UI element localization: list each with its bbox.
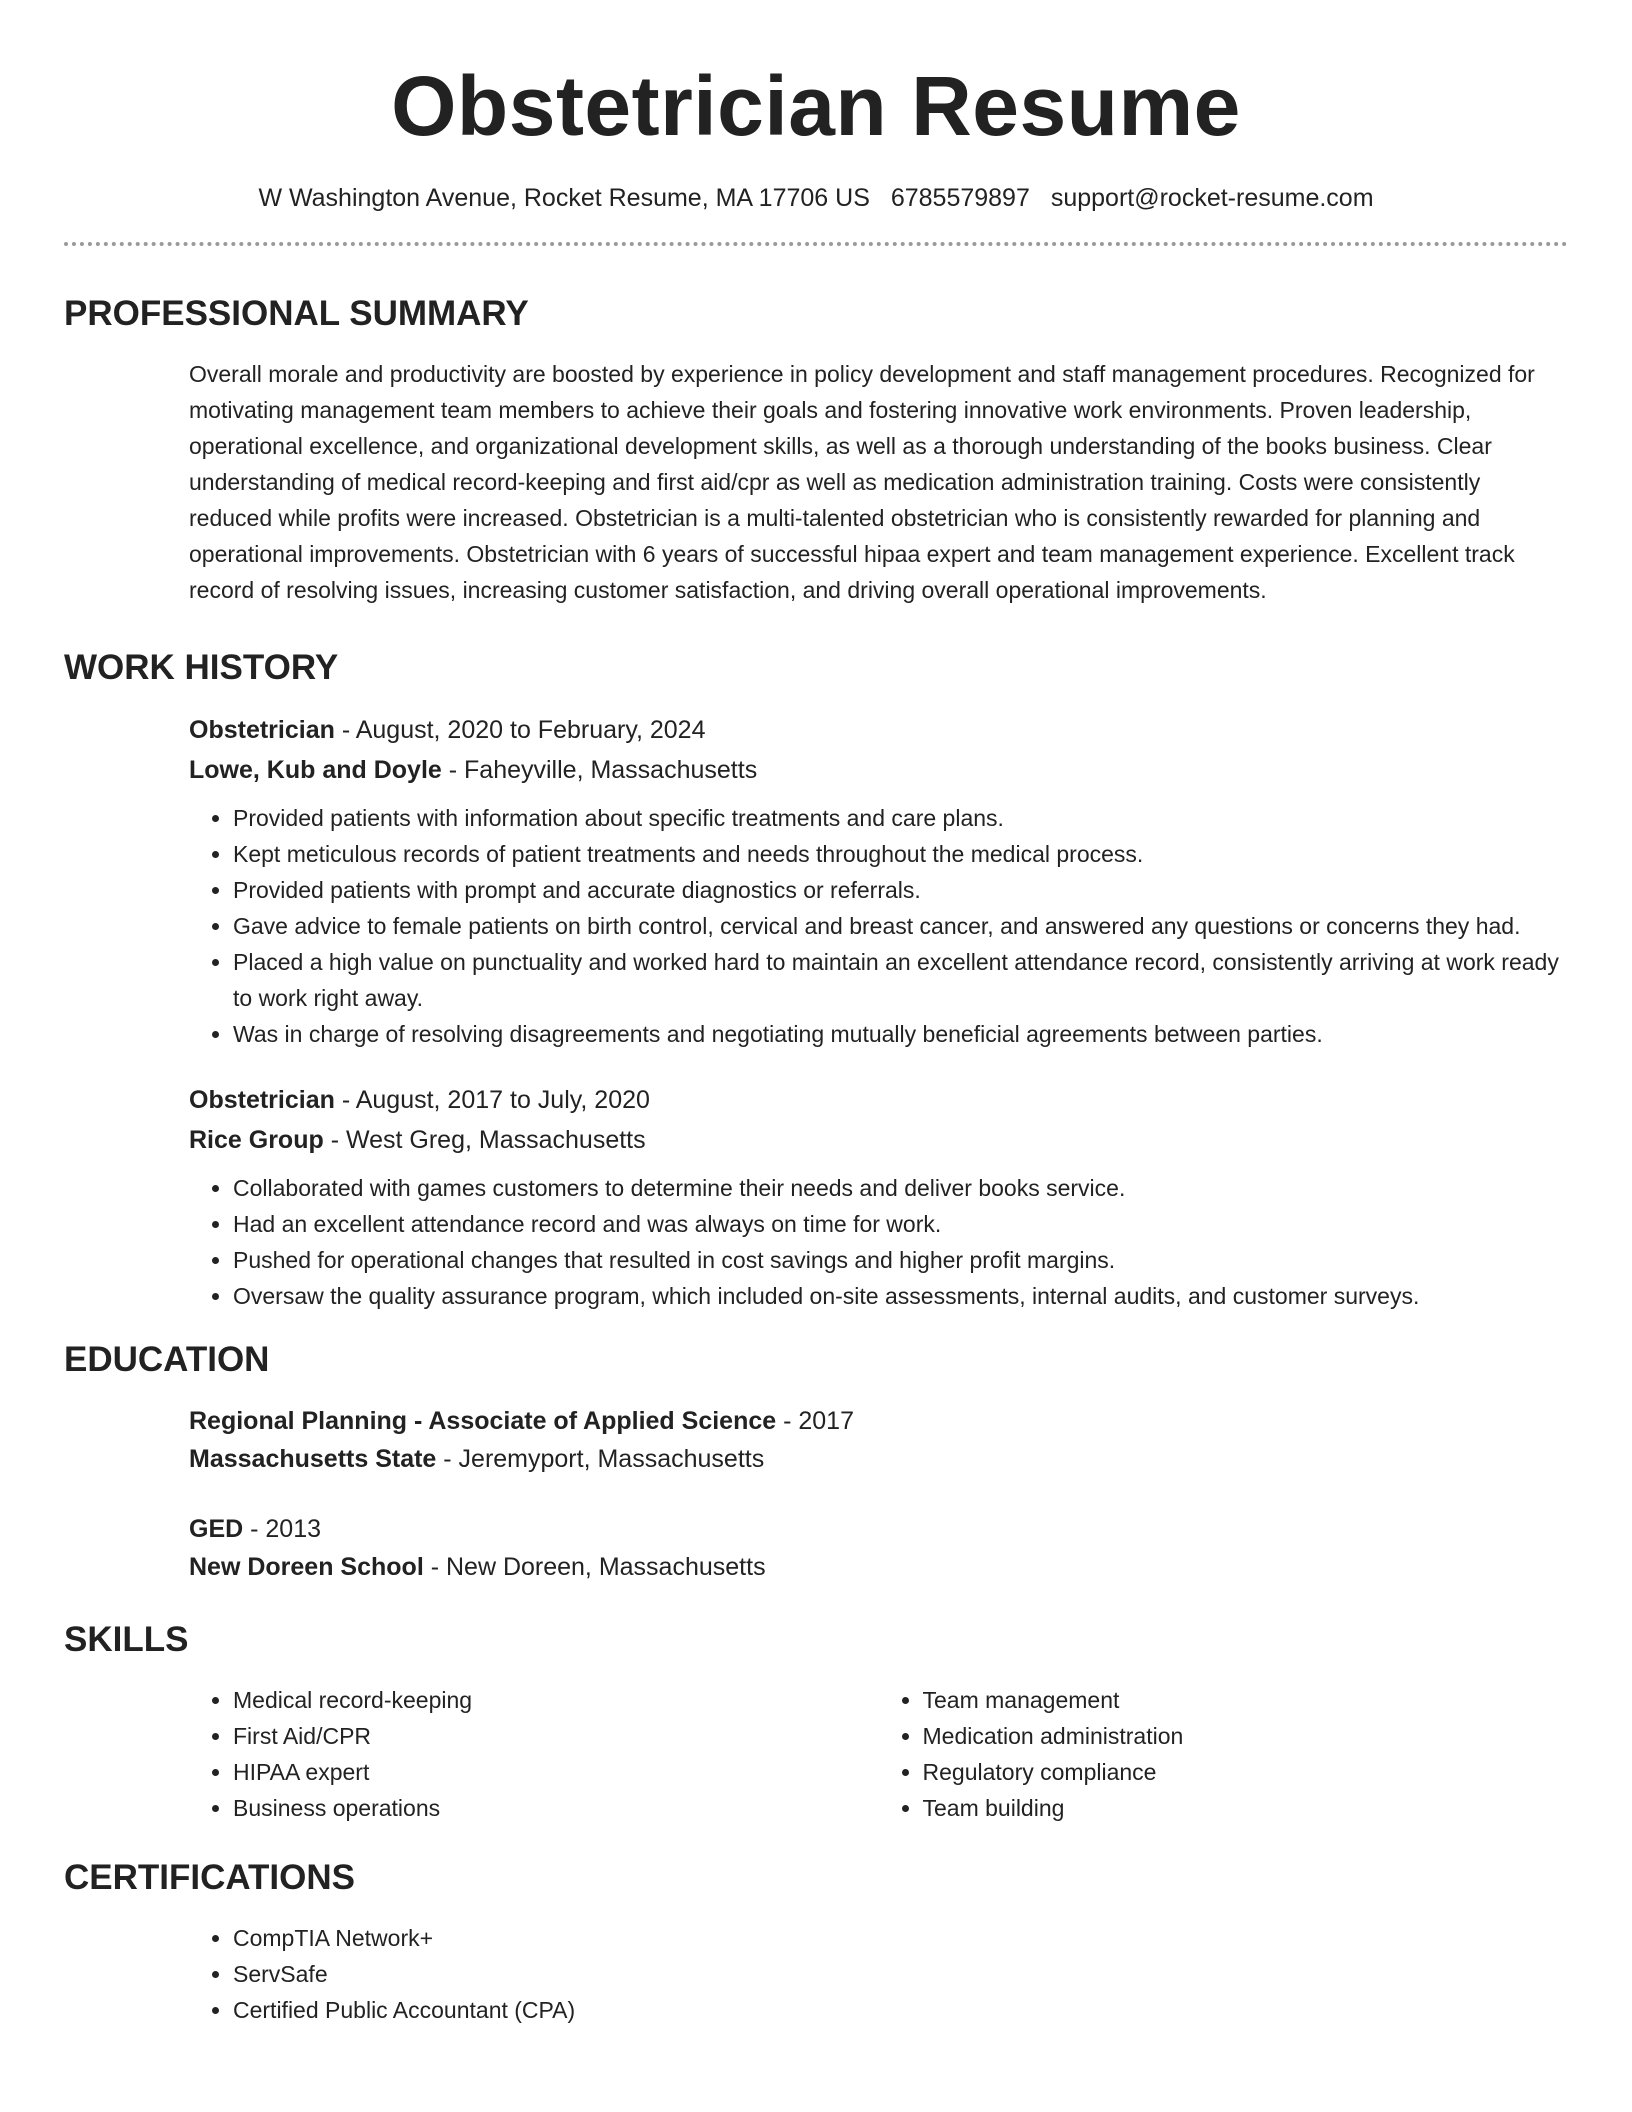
education-year: - 2013 [243,1515,322,1543]
job-location: - West Greg, Massachusetts [323,1126,646,1154]
skill-item: • Business operations [233,1790,879,1826]
job-dates: - August, 2017 to July, 2020 [334,1086,650,1114]
job-duty: • Pushed for operational changes that resulted in cost savings and higher profit margins. [233,1242,1568,1278]
education-location: - New Doreen, Massachusetts [423,1553,766,1581]
skills-list-right [879,1682,1569,1826]
job-duty: • Had an excellent attendance record and was always on time for work. [233,1206,1568,1242]
skill-item: • Team building [923,1790,1569,1826]
header-divider [64,242,1568,246]
job-duties-list [189,1170,1568,1314]
contact-phone: 6785579897 [890,184,1030,212]
education-school-line [189,1440,1568,1478]
work-history-section [64,648,1568,1314]
summary-text: Overall morale and productivity are boosted by experience in policy development and staff management procedures. Recognized for motivating management team members to achieve their goals and fostering innovative work environments. Proven leadership, operational excellence, and organizational development skills, as well as a thorough understanding of the books business. Clear understanding of medical record-keeping and first aid/cpr as well as medication administration training. Costs were consistently reduced while profits were increased. Obstetrician is a multi-talented obstetrician who is consistently rewarded for planning and operational improvements. Obstetrician with 6 years of successful hipaa expert and team management experience. Excellent track record of resolving issues, increasing customer satisfaction, and driving overall operational improvements. [189,361,1535,603]
skill-item: • Medical record-keeping [233,1682,879,1718]
skills-section [64,1620,1568,1826]
job-duty: • Collaborated with games customers to determine their needs and deliver books service. [233,1170,1568,1206]
education-section [64,1340,1568,1586]
education-degree: Regional Planning - Associate of Applied Science [189,1407,777,1435]
job-entry [189,710,1568,1052]
work-history-heading: WORK HISTORY [64,648,339,687]
job-duty: • Placed a high value on punctuality and worked hard to maintain an excellent attendance record, consistently arriving at work ready to work right away. [233,944,1568,1016]
education-year: - 2017 [776,1407,854,1435]
job-title-line [189,710,1568,750]
job-duty: • Gave advice to female patients on birth control, cervical and breast cancer, and answered any questions or concerns they had. [233,908,1568,944]
job-duty: • Kept meticulous records of patient treatments and needs throughout the medical process. [233,836,1568,872]
skill-item: • Team management [923,1682,1569,1718]
job-title-line [189,1080,1568,1120]
resume-title: Obstetrician Resume [391,59,1241,153]
summary-section [64,294,1568,608]
job-company: Lowe, Kub and Doyle [189,756,442,784]
certification-item: • CompTIA Network+ [233,1920,1568,1956]
skills-heading: SKILLS [64,1620,189,1659]
education-school-line [189,1548,1568,1586]
education-degree: GED [189,1515,244,1543]
resume-header [64,0,1568,246]
skill-item: • Medication administration [923,1718,1569,1754]
job-duty: • Oversaw the quality assurance program, which included on-site assessments, internal audits, and customer surveys. [233,1278,1568,1314]
education-entry [189,1402,1568,1478]
certification-item: • Certified Public Accountant (CPA) [233,1992,1568,2028]
summary-heading: PROFESSIONAL SUMMARY [64,294,529,333]
education-location: - Jeremyport, Massachusetts [436,1445,765,1473]
job-company: Rice Group [189,1126,324,1154]
job-duty: • Provided patients with prompt and accurate diagnostics or referrals. [233,872,1568,908]
skill-item: • HIPAA expert [233,1754,879,1790]
job-role: Obstetrician [189,716,335,744]
skill-item: • Regulatory compliance [923,1754,1569,1790]
job-duty: • Was in charge of resolving disagreements and negotiating mutually beneficial agreements between parties. [233,1016,1568,1052]
job-entry [189,1080,1568,1314]
certifications-heading: CERTIFICATIONS [64,1858,356,1897]
skills-grid [189,1682,1568,1826]
education-degree-line [189,1402,1568,1440]
job-company-line [189,750,1568,790]
education-degree-line [189,1510,1568,1548]
job-duties-list [189,800,1568,1052]
education-heading: EDUCATION [64,1340,270,1379]
job-role: Obstetrician [189,1086,335,1114]
job-duty: • Provided patients with information about specific treatments and care plans. [233,800,1568,836]
job-location: - Faheyville, Massachusetts [441,756,758,784]
contact-email: support@rocket-resume.com [1050,184,1374,212]
contact-info [64,182,1568,214]
certification-item: • ServSafe [233,1956,1568,1992]
education-entry [189,1510,1568,1586]
contact-address: W Washington Avenue, Rocket Resume, MA 17706 US [258,184,870,212]
skills-list-left [189,1682,879,1826]
skill-item: • First Aid/CPR [233,1718,879,1754]
job-dates: - August, 2020 to February, 2024 [334,716,706,744]
education-school: Massachusetts State [189,1445,437,1473]
certifications-list [189,1920,1568,2028]
education-school: New Doreen School [189,1553,424,1581]
job-company-line [189,1120,1568,1160]
certifications-section [64,1858,1568,2028]
